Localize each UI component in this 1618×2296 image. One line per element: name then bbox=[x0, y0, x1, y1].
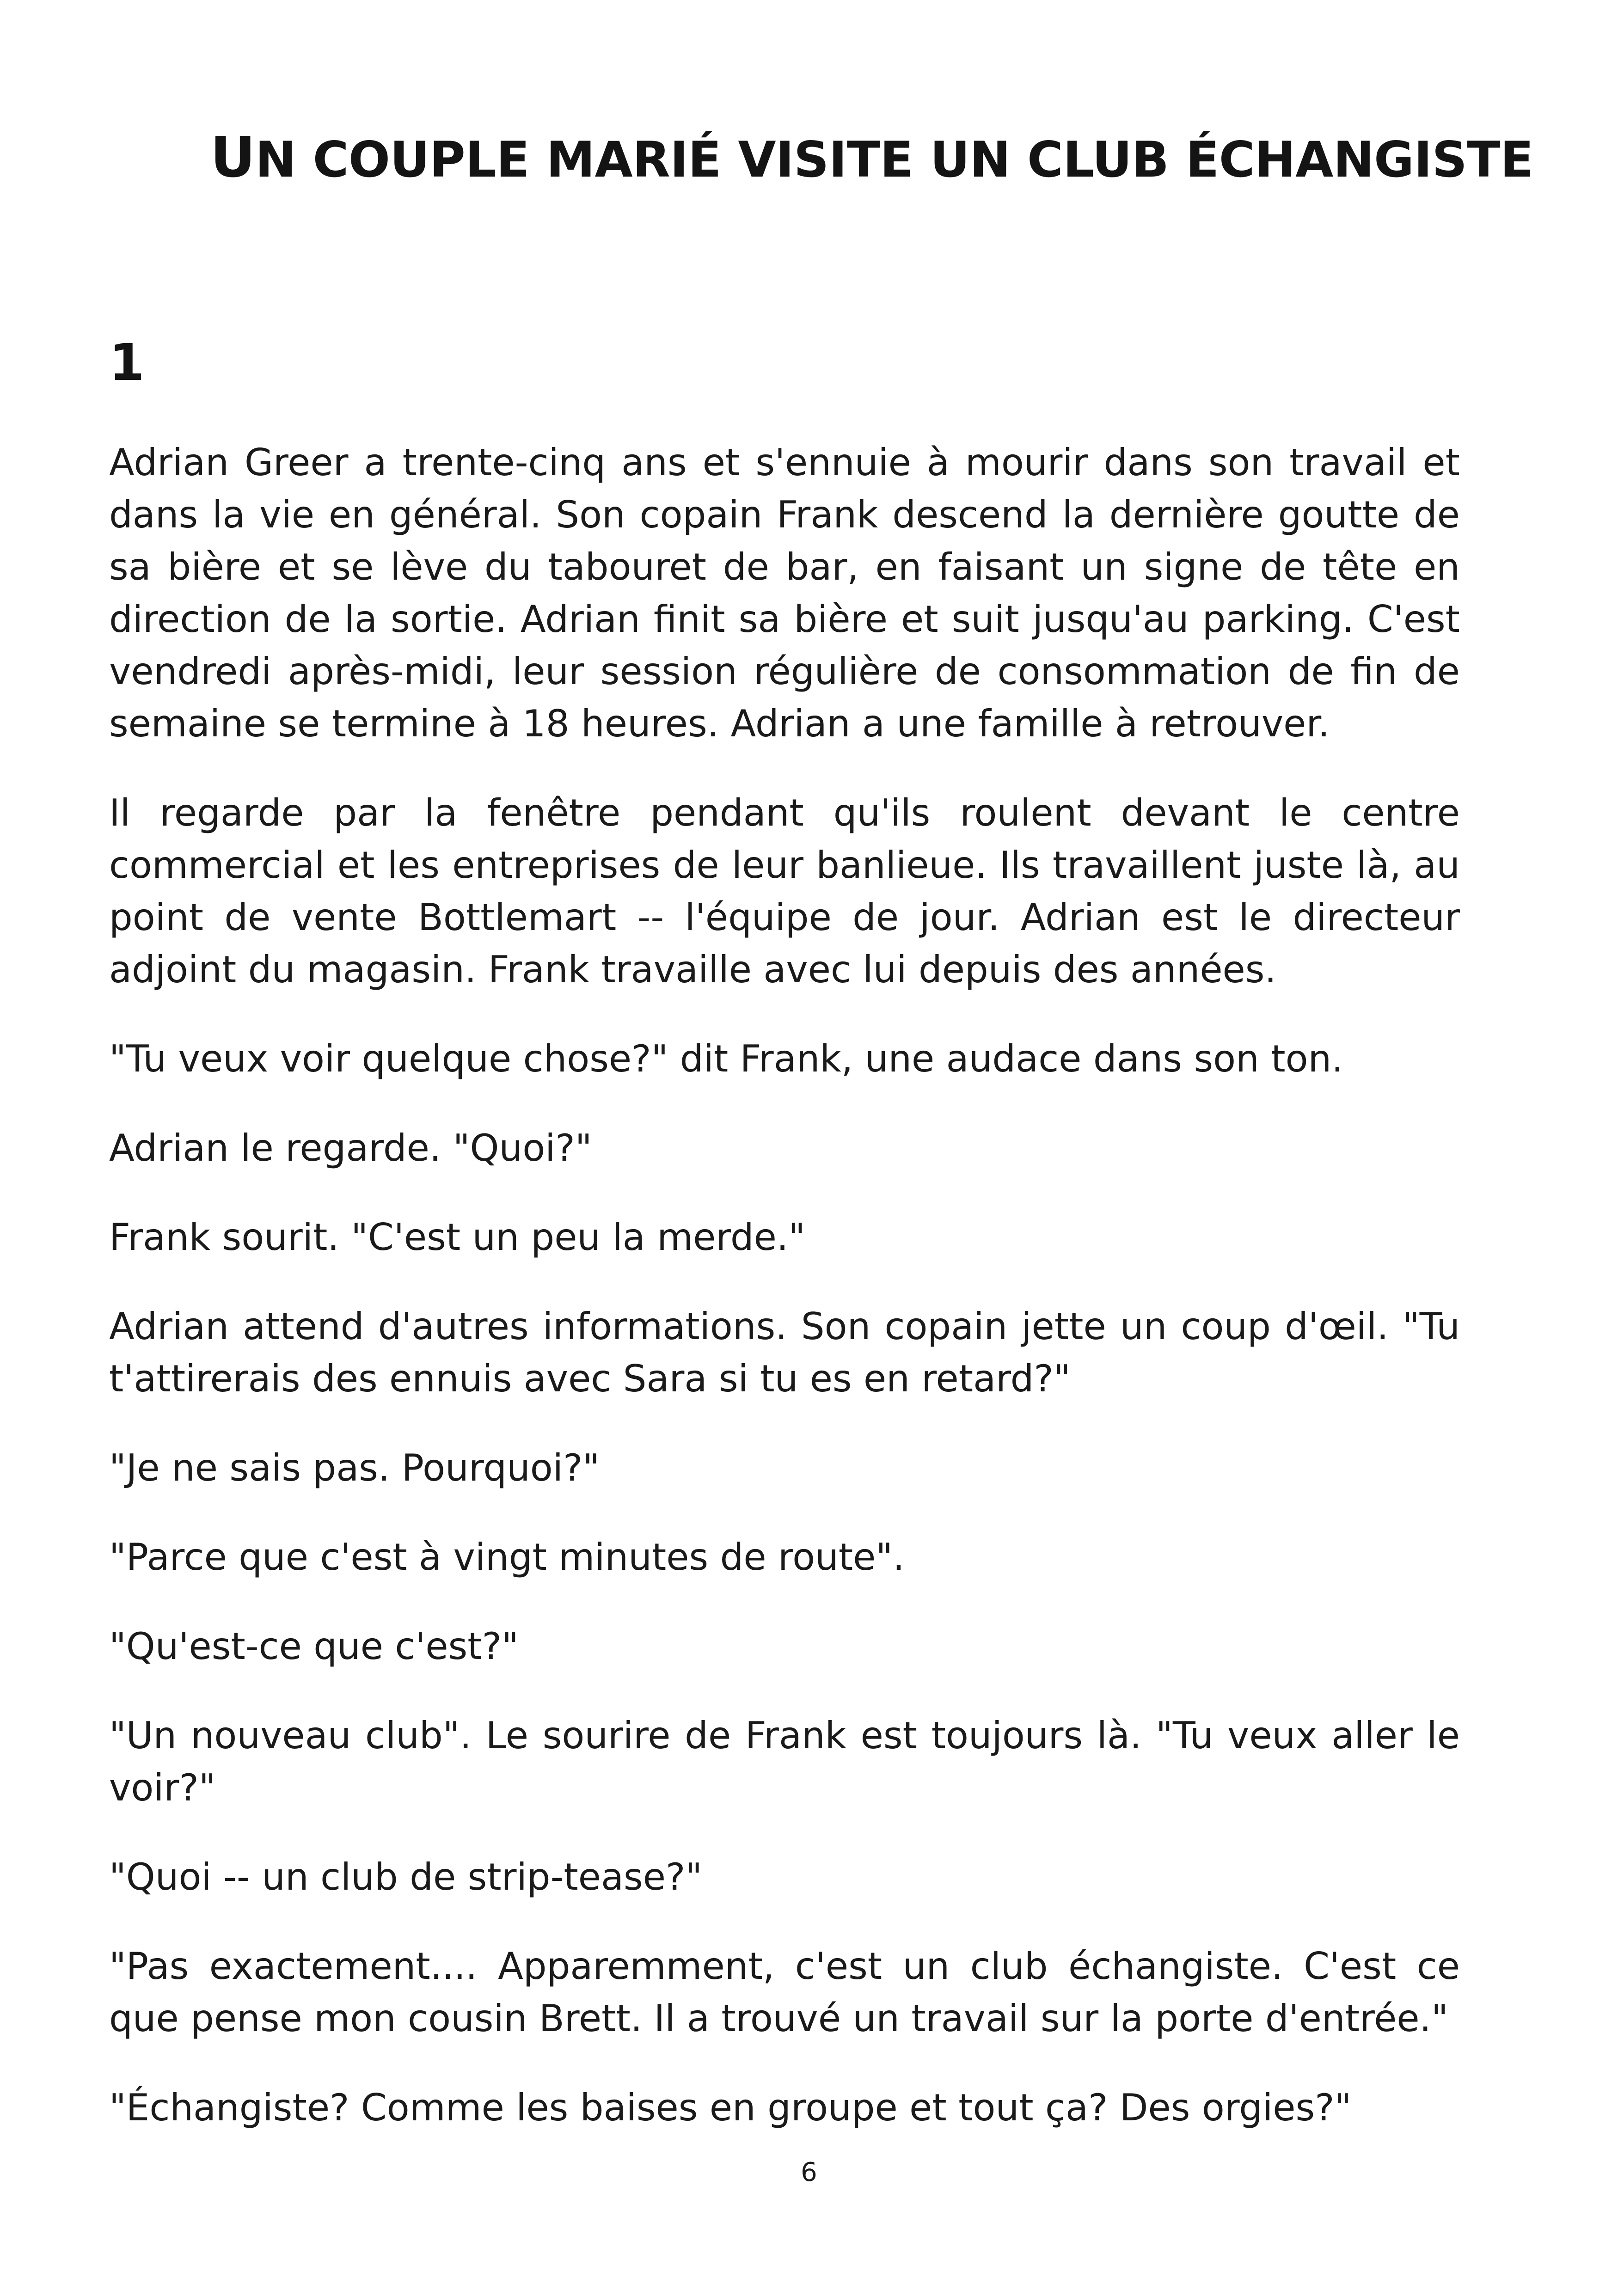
paragraph: "Tu veux voir quelque chose?" dit Frank, une audace dans son ton. bbox=[109, 1037, 1343, 1080]
paragraph: "Échangiste? Comme les baises en groupe et tout ça? Des orgies?" bbox=[109, 2086, 1352, 2129]
page-number: 6 bbox=[801, 2157, 817, 2187]
paragraph: "Pas exactement.... Apparemment, c'est un club échangiste. C'est ce que pense mon cousin Brett. Il a trouvé un travail sur la porte d'entrée." bbox=[109, 1945, 1460, 2040]
chapter-number: 1 bbox=[109, 333, 145, 392]
paragraph: Il regarde par la fenêtre pendant qu'ils roulent devant le centre commercial et les entreprises de leur banlieue. Ils travaillent juste là, au point de vente Bottlemart -- l'équipe de jour. Adrian est le directeur adjoint du magasin. Frank travaille avec lui depuis des années. bbox=[109, 791, 1460, 991]
paragraph: "Je ne sais pas. Pourquoi?" bbox=[109, 1446, 600, 1489]
title-initial: U bbox=[210, 126, 255, 190]
paragraph: Adrian attend d'autres informations. Son copain jette un coup d'œil. "Tu t'attirerais des ennuis avec Sara si tu es en retard?" bbox=[109, 1305, 1460, 1400]
paragraph: Frank sourit. "C'est un peu la merde." bbox=[109, 1216, 806, 1259]
title-text: N COUPLE MARIÉ VISITE UN CLUB ÉCHANGISTE bbox=[255, 131, 1534, 188]
paragraph: "Qu'est-ce que c'est?" bbox=[109, 1625, 519, 1668]
paragraph: Adrian le regarde. "Quoi?" bbox=[109, 1127, 592, 1169]
paragraph: Adrian Greer a trente-cinq ans et s'ennuie à mourir dans son travail et dans la vie en général. Son copain Frank descend la dernière goutte de sa bière et se lève du tabouret de bar, en faisant un signe de tête en direction de la sortie. Adrian finit sa bière et suit jusqu'au parking. C'est vendredi après-midi, leur session régulière de consommation de fin de semaine se termine à 18 heures. Adrian a une famille à retrouver. bbox=[109, 441, 1460, 745]
paragraph: "Parce que c'est à vingt minutes de route". bbox=[109, 1536, 905, 1579]
paragraph: "Un nouveau club". Le sourire de Frank est toujours là. "Tu veux aller le voir?" bbox=[109, 1714, 1460, 1809]
body-text bbox=[109, 436, 1460, 2171]
document-title bbox=[210, 121, 1534, 197]
paragraph: "Quoi -- un club de strip-tease?" bbox=[109, 1855, 703, 1898]
